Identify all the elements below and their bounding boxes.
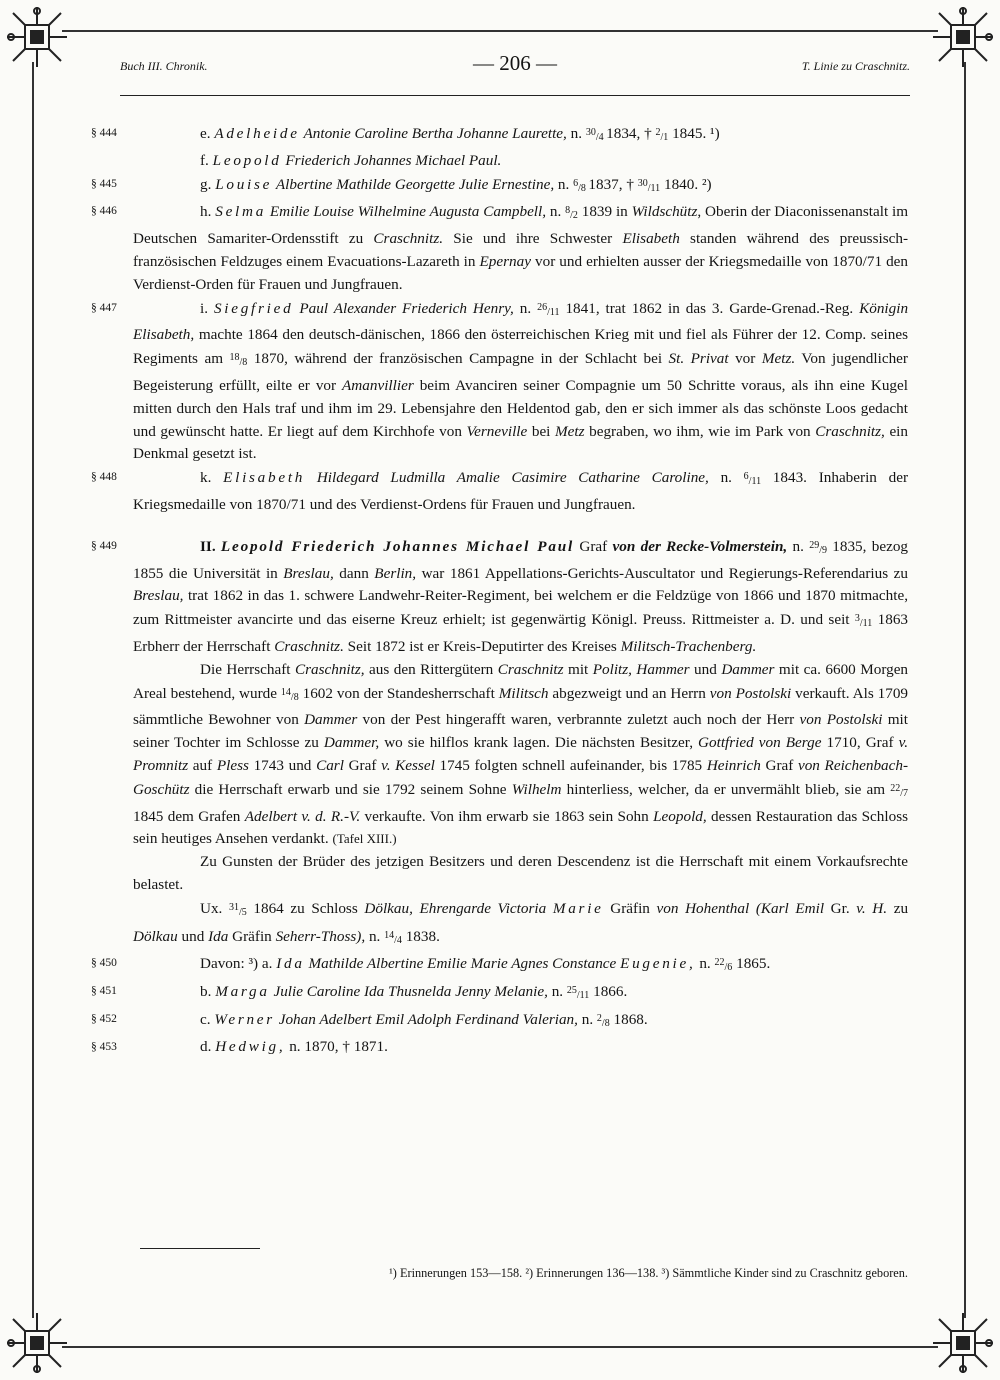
text: 1866. [589,983,628,1001]
place-name: St. Privat [668,350,729,368]
text: Ux. [200,899,229,917]
full-names: Hildegard Ludmilla Amalie Casimire Catharine Caroline, [316,469,709,487]
text: aus den Rittergütern [364,660,498,678]
fraction-top: 22 [714,957,725,969]
entry-letter: h. [200,203,212,221]
fraction-top: 14 [280,686,291,698]
person-name: Ida [208,927,229,945]
text: vor und erhielten ausser der Kriegsmedaille von 1870/71 den Verdienst-Orden für Frauen und Jungfrauen. [133,252,908,293]
text: 1745 folgten schnell aufeinander, bis 1785 [434,756,707,774]
fraction-top: 8 [565,205,571,217]
corner-ornament-bottom-left [5,1311,69,1375]
text: n. [557,175,574,193]
full-names: Albertine Mathilde Georgette Julie Ernestine, [275,175,555,193]
text: 1838. [401,927,440,945]
text: Von jugendlicher Begeisterung erfüllt, eilte er vor [133,350,908,394]
place-name: Dammer [721,660,775,678]
page-number: — 206 — [473,51,557,75]
text: Gräfin [603,899,657,917]
text: 1840. ²) [660,175,712,193]
person-name: Wilhelm [511,780,562,798]
frame-bottom-line [62,1346,938,1348]
fraction-bottom: /11 [859,618,873,630]
text: wo sie hilflos krank lagen. Die nächsten Besitzer, [379,734,699,752]
given-name: Marga [215,983,270,1001]
text: dessen Restauration das Schloss sein heutiges Ansehen verdankt. [133,807,909,848]
place-name: Dammer [304,711,358,729]
place-name: Craschnitz, [294,660,365,678]
given-name: Hedwig, [215,1037,286,1055]
fraction-bottom: /9 [819,544,827,556]
text: Graf [343,756,382,774]
text: n. 1870, † 1871. [285,1037,388,1055]
text: vor [728,350,762,368]
section-marker: § 449 [91,539,117,552]
person-name: Elisabeth [622,230,680,248]
header-rule [120,95,910,96]
text: Gräfin [228,927,276,945]
entry-letter: k. [200,469,212,487]
given-name: Werner [214,1010,275,1028]
text: mit seiner Tochter im Schlosse zu [133,711,908,752]
entry-letter: c. [200,1010,211,1028]
marriage-paragraph [133,897,908,953]
generation-numeral: II. [200,537,216,555]
text: n. [547,983,567,1001]
fraction-top: 2 [596,1012,602,1024]
entry-letter: e. [200,125,211,142]
text: n. [720,469,744,487]
person-name: Leopold, [653,807,707,825]
place-name: Craschnitz [497,660,564,678]
text: war 1861 Appellations-Gerichts-Auscultator und Regierungs-Referendarius zu [416,564,908,582]
entry-447 [91,297,909,467]
estate-history-paragraph [133,659,908,851]
fraction-bottom: /8 [578,182,589,194]
text: Graf [574,537,613,555]
fraction-top: 6 [743,471,749,483]
text: 1870, während der französischen Campagne in der Schlacht bei [247,350,669,368]
place-name: Militsch [498,684,549,702]
frame-left-line [32,62,34,1318]
text: n. [695,955,715,973]
given-name: Elisabeth [223,469,306,487]
text: verkaufte. Von ihm erwarb sie 1863 sein Sohn [360,807,654,825]
footnote-rule [140,1248,260,1249]
fraction-bottom: /4 [595,132,607,143]
place-name: Dölkau [133,927,178,945]
text: Sie und ihre Schwester [443,230,623,248]
fraction-bottom: /8 [601,1017,610,1029]
running-header [120,51,910,81]
text: trat 1862 in das 1. schwere Landwehr-Reiter-Regiment, bei welchem er die Feldzüge von 1866 und 1870 mitmachte, zum Rittmeister avancirte und das eiserne Kreuz erhielt; ist gegenwärtig Königl. Preuss. Rittmeister a. D. und seit [133,587,908,629]
place-name: Berlin, [374,564,417,582]
family-name: Seherr-Thoss), [275,927,366,945]
text: n. [365,927,385,945]
text: 1841, trat 1862 in das 3. Garde-Grenad.-Reg. [559,299,860,317]
place-name: Dammer, [323,734,380,752]
full-names: Emilie Louise Wilhelmine Augusta Campbell, [269,203,547,221]
place-name: Verneville [466,422,528,440]
text: Die Herrschaft [200,660,295,678]
place-name: Pless [216,756,249,774]
text: 1602 von der Standesherrschaft [298,684,499,702]
child-452 [91,1008,908,1036]
text: 1743 und [248,756,317,774]
fraction-top: 3 [854,613,860,625]
entry-444 [91,122,908,150]
place-name: Breslau, [133,587,184,605]
text: Seit 1872 ist er Kreis-Deputirter des Kreises [343,637,621,655]
entry-letter: i. [200,299,209,317]
text: 1835, bezog 1855 die Universität in [133,537,909,582]
text: die Herrschaft erwarb und sie 1792 seinem Sohne [189,780,512,798]
text: 1710, Graf [821,734,899,752]
fraction-top: 29 [809,539,820,551]
person-name: v. Kessel [381,756,435,774]
section-marker: § 444 [91,127,117,139]
full-names: Mathilde Albertine Emilie Marie Agnes Constance [308,955,617,973]
text: 1834, † [606,125,656,142]
person-name: v. Promnitz [133,734,908,774]
place-name: Craschnitz, [815,422,885,440]
full-names: Antonie Caroline Bertha Johanne Laurette, [303,125,567,142]
fraction-top: 2 [655,127,661,138]
fraction-top: 31 [228,901,239,913]
fraction-bottom: /1 [660,132,669,143]
place-name: Craschnitz. [373,230,444,248]
fraction-top: 26 [537,301,548,313]
section-marker: § 451 [91,985,117,998]
header-section-title: T. Linie zu Craschnitz. [801,59,910,73]
full-names: Johan Adelbert Emil Adolph Ferdinand Valerian, [278,1010,578,1028]
given-name: Louise [215,175,273,193]
entry-448 [91,466,908,517]
corner-ornament-top-left [5,5,69,69]
fraction-bottom: /6 [724,962,733,974]
given-name: Selma [215,203,267,221]
place-name: Breslau, [283,564,334,582]
text: abgezweigt und an Herrn [548,684,710,702]
text: machte 1864 den deutsch-dänischen, 1866 den österreichischen Krieg mit und fiel als Führer der 12. Comp. seines Regiments am [133,326,908,368]
fraction-top: 30 [585,127,596,138]
text: 1845. ¹) [668,125,720,142]
full-names: Friederich Johannes Michael Paul. [285,151,502,169]
text: n. [519,299,538,317]
section-marker: § 448 [91,471,117,484]
district-name: Militsch-Trachenberg. [620,637,757,655]
section-marker: § 450 [91,957,117,970]
frame-right-line [964,62,966,1318]
section-marker: § 452 [91,1012,117,1025]
text: begraben, wo ihm, wie im Park von [584,422,816,440]
person-name: Carl [316,756,344,774]
fraction-bottom: /8 [239,357,248,369]
pre-emption-paragraph: Zu Gunsten der Brüder des jetzigen Besitzers und deren Descendenz ist die Herrschaft mit einem Vorkaufsrechte belastet. [133,853,908,893]
person-name: Gottfried von Berge [698,734,822,752]
child-450 [91,952,908,980]
text: zu [887,899,909,917]
footnotes: ¹) Erinnerungen 153—158. ²) Erinnerungen 136—138. ³) Sämmtliche Kinder sind zu Craschnitz geboren. [389,1266,908,1280]
text: n. [577,1010,597,1028]
section-marker: § 447 [91,301,117,314]
child-453 [91,1036,908,1059]
fraction-bottom: /11 [547,306,560,318]
fraction-bottom: /11 [647,182,661,194]
entry-445 [91,173,908,201]
entry-letter: d. [200,1037,212,1055]
fraction-top: 6 [573,177,579,189]
fraction-top: 30 [637,177,648,189]
family-name: von Hohenthal (Karl Emil [656,899,825,917]
fraction-bottom: /2 [570,210,578,222]
entry-449 [91,535,909,659]
text: 1863 Erbherr der Herrschaft [133,611,909,655]
page-body [91,122,909,1058]
given-name: Adelheide [214,125,300,142]
text: , Oberin der Diaconissenanstalt im Deutschen Samariter-Ordensstift zu [133,203,909,248]
heir-name: Leopold Friederich Johannes Michael Paul [220,537,575,555]
fraction-bottom: /11 [576,990,590,1002]
text: n. [549,203,566,221]
given-name: Ida [276,955,305,973]
text: Graf [760,756,798,774]
text: Gr. [824,899,857,917]
text: bei [527,422,555,440]
fraction-bottom: /7 [900,787,908,799]
full-names: Julie Caroline Ida Thusnelda Jenny Melanie, [273,983,548,1001]
entry-letter: g. [200,175,212,193]
entry-letter: b. [200,983,212,1001]
person-name: von Postolski [799,711,883,729]
text: hinterliess, welcher, da er unvermählt blieb, sie am [561,780,891,798]
given-name: Leopold [212,151,282,169]
text: 1865. [732,955,771,973]
text: beim Avanciren seiner Compagnie um 50 Schritte voraus, als ihn eine Kugel mitten durch den Hals traf und ihm im 29. Lebensjahre den Heldentod gab, den er sich immer als das schönste Loos gedacht und gewünscht hatte. Er liegt auf dem Kirchhofe von [133,376,908,440]
text: dann [333,564,375,582]
text: 1839 in [577,203,632,221]
given-name: Eugenie, [620,955,696,973]
text: 1868. [609,1010,648,1028]
place-name: Craschnitz. [274,637,344,655]
fraction-bottom: /8 [290,691,299,703]
place-name: Politz, Hammer [592,660,690,678]
fraction-bottom: /5 [238,906,247,918]
text: standen während des preussisch-französischen Feldzuges einem Evacuations-Lazareth in [133,230,909,270]
text: verkauft. Als 1709 sämmtliche Bewohner von [133,684,909,729]
place-name: Epernay [479,252,531,270]
person-name: Adelbert v. d. R.-V. [244,807,361,825]
fraction-bottom: /11 [748,476,762,488]
place-name: Metz. [761,350,796,368]
text: n. [787,537,810,555]
family-title: von der Recke-Volmerstein, [612,537,788,555]
fraction-bottom: /4 [394,934,402,946]
text: auf [188,756,217,774]
children-prefix: Davon: ³) a. [200,955,273,973]
header-book-title: Buch III. Chronik. [120,59,208,73]
person-name: von Postolski [709,684,792,702]
entry-letter: f. [200,151,209,169]
text: mit [563,660,593,678]
person-name: von Reichenbach-Goschütz [133,756,909,798]
text: 1843. Inhaberin der Kriegsmedaille von 1870/71 und des Verdienst-Ordens für Frauen und Jungfrauen. [133,469,908,513]
family-abbrev: v. H. [856,899,888,917]
text: von der Pest hingerafft waren, verbrannte zuletzt auch noch der Herr [357,711,800,729]
child-451 [91,980,908,1008]
place-and-person-name: Dölkau, Ehrengarde Victoria [364,899,547,917]
entry-446 [91,200,909,296]
regiment-name: Königin Elisabeth, [133,299,909,344]
text: 1845 dem Grafen [133,807,245,825]
text: und [177,927,209,945]
text: n. [570,125,586,142]
given-name: Siegfried [213,299,294,317]
section-marker: § 453 [91,1040,117,1053]
section-marker: § 446 [91,205,117,218]
full-names: Paul Alexander Friederich Henry, [299,299,514,317]
place-name: Metz [555,422,585,440]
text: mit ca. 6600 Morgen Areal bestehend, wurde [133,660,909,702]
text: und [689,660,722,678]
fraction-top: 25 [566,985,577,997]
place-name: Amanvillier [342,376,414,394]
corner-ornament-top-right [931,5,995,69]
person-name: Heinrich [706,756,761,774]
text: ein Denkmal gesetzt ist. [133,422,908,463]
place-name: Wildschütz [631,203,698,221]
given-name: Marie [552,899,604,917]
entry-f [133,150,908,173]
fraction-top: 14 [384,929,395,941]
text: 1864 zu Schloss [246,899,365,917]
frame-top-line [62,30,938,32]
plate-reference: (Tafel XIII.) [332,831,397,847]
corner-ornament-bottom-right [931,1311,995,1375]
fraction-top: 22 [890,782,901,794]
text: 1837, † [588,175,638,193]
section-marker: § 445 [91,177,117,190]
fraction-top: 18 [229,352,240,364]
